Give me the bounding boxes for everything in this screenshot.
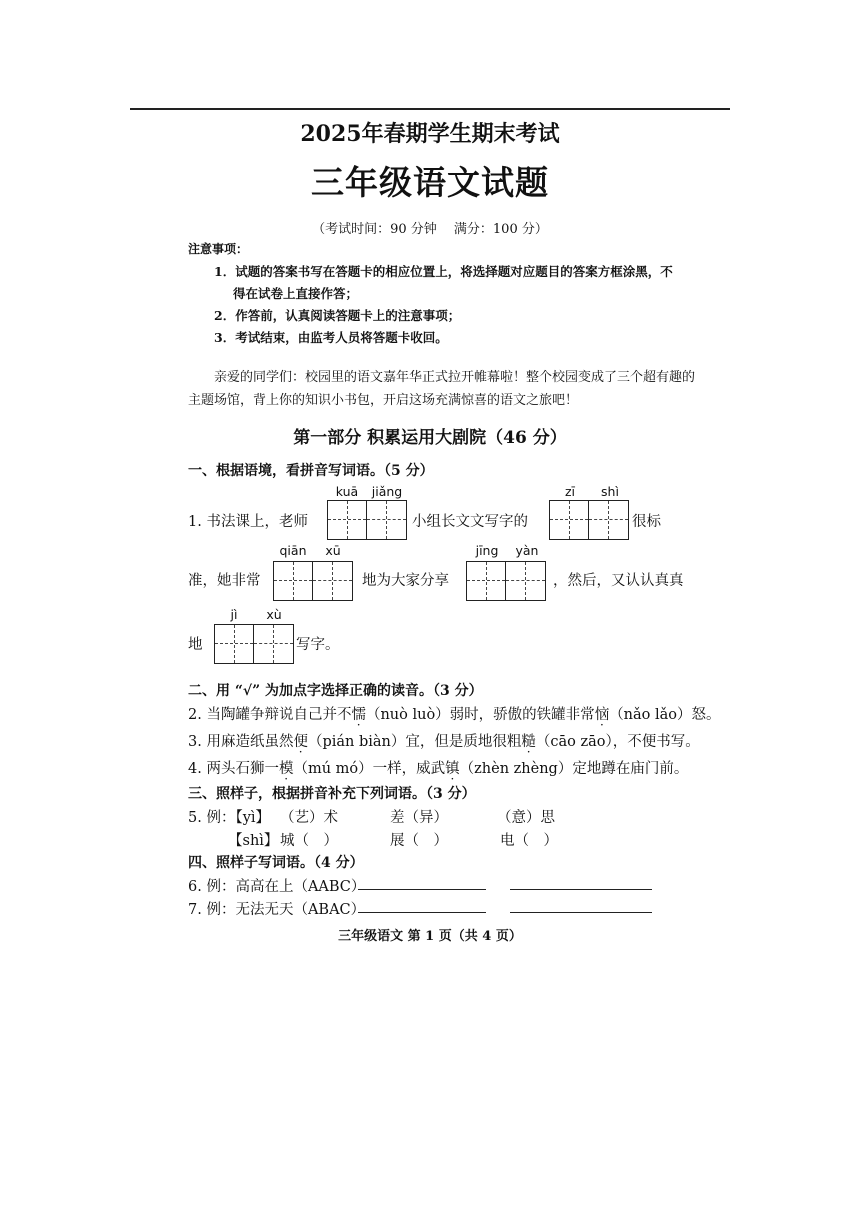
note-item: 得在试卷上直接作答； (233, 286, 359, 301)
exam-title: 2025年春期学生期末考试 (300, 121, 560, 147)
answer-line[interactable] (358, 875, 486, 890)
question-4: 4. 两头石狮一模（mú mó）一样，威武镇（zhèn zhèng）定地蹲在庙门前。 (188, 761, 689, 777)
page-footer: 三年级语文 第 1 页（共 4 页） (338, 929, 522, 944)
example-label: 【shì】 (228, 833, 279, 849)
question-text: 小组长文文写字的 (412, 514, 528, 530)
exam-info: （考试时间：90 分钟 满分：100 分） (312, 222, 548, 237)
answer-grid[interactable] (273, 561, 353, 601)
answer-grid[interactable] (327, 500, 407, 540)
pinyin-label: kuā jiǎng (335, 484, 403, 499)
example-label: 5. 例：【yì】 (188, 810, 271, 826)
question-2: 2. 当陶罐争辩说自己并不懦（nuò luò）弱时，骄傲的铁罐非常恼（nǎo lǎo）怒。 (188, 707, 721, 723)
answer-grid[interactable] (549, 500, 629, 540)
answer-line[interactable] (358, 898, 486, 913)
pinyin-label: qiān xū (279, 543, 341, 558)
pinyin-label: zī shì (564, 484, 619, 499)
answer-line[interactable] (510, 898, 652, 913)
pinyin-label: jīng yàn (475, 543, 539, 558)
fill-word[interactable]: 展（ ） (390, 833, 448, 849)
note-item: 2．作答前，认真阅读答题卡上的注意事项； (214, 308, 461, 323)
answer-grid[interactable] (214, 624, 294, 664)
section-title: 四、照样子写词语。（4 分） (188, 855, 364, 871)
section-title: 二、用 “√” 为加点字选择正确的读音。（3 分） (188, 683, 483, 699)
question-text: 1. 书法课上，老师 (188, 514, 308, 530)
section-title: 一、根据语境，看拼音写词语。（5 分） (188, 463, 434, 479)
question-6: 6. 例：高高在上（AABC） (188, 879, 366, 895)
part-title: 第一部分 积累运用大剧院（46 分） (293, 428, 567, 448)
question-7: 7. 例：无法无天（ABAC） (188, 902, 366, 918)
question-text: 地 (188, 637, 203, 653)
pinyin-label: jì xù (230, 607, 282, 622)
answer-line[interactable] (510, 875, 652, 890)
paper-title: 三年级语文试题 (311, 163, 549, 202)
fill-word[interactable]: 城（ ） (280, 833, 338, 849)
example-word: 差（异） (390, 810, 448, 826)
intro-line: 主题场馆，背上你的知识小书包，开启这场充满惊喜的语文之旅吧！ (188, 393, 579, 408)
question-text: 很标 (632, 514, 661, 530)
intro-line: 亲爱的同学们：校园里的语文嘉年华正式拉开帷幕啦！整个校园变成了三个超有趣的 (214, 370, 696, 385)
example-word: （艺）术 (280, 810, 338, 826)
fill-word[interactable]: 电（ ） (500, 833, 558, 849)
note-item: 3．考试结束，由监考人员将答题卡收回。 (214, 330, 448, 345)
top-rule (130, 108, 730, 110)
example-word: （意）思 (497, 810, 555, 826)
question-text: 写字。 (296, 637, 340, 653)
section-title: 三、照样子，根据拼音补充下列词语。（3 分） (188, 786, 476, 802)
note-item: 1．试题的答案书写在答题卡的相应位置上，将选择题对应题目的答案方框涂黑，不 (214, 264, 673, 279)
question-text: 地为大家分享 (362, 573, 449, 589)
question-text: ，然后，又认认真真 (553, 573, 684, 589)
question-3: 3. 用麻造纸虽然便（pián biàn）宜，但是质地很粗糙（cāo zāo），不便书写。 (188, 734, 700, 750)
question-text: 准，她非常 (188, 573, 261, 589)
notes-heading: 注意事项： (188, 242, 249, 256)
answer-grid[interactable] (466, 561, 546, 601)
